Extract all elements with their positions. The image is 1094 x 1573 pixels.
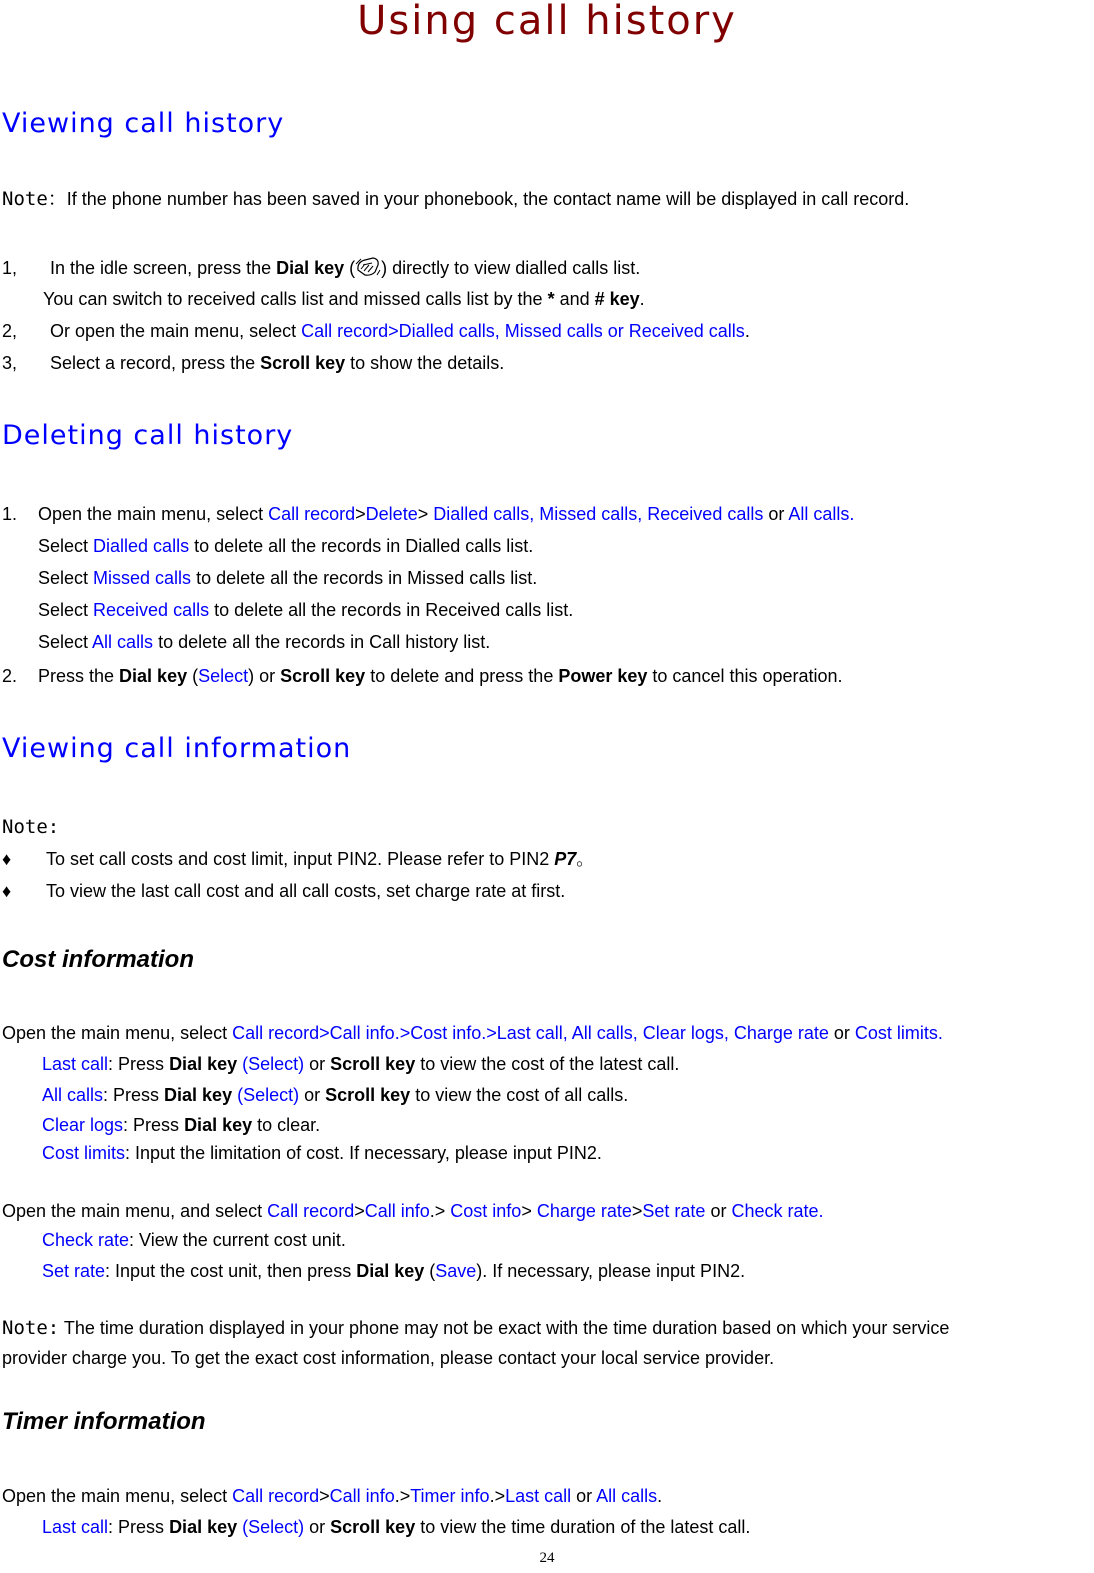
- cost-limits: Cost limits: Input the limitation of cost. If necessary, please input PIN2.: [42, 1143, 602, 1163]
- cost-clear-logs: Clear logs: Press Dial key to clear.: [42, 1115, 321, 1135]
- heading-viewing-call-history: Viewing call history: [2, 108, 285, 139]
- bullet-item: ♦ To view the last call cost and all call costs, set charge rate at first.: [2, 881, 566, 901]
- note-label: Note:: [2, 816, 60, 838]
- step-1: 1, In the idle screen, press the Dial key ( ) directly to view dialled calls list.: [2, 258, 641, 278]
- delete-dialled: Select Dialled calls to delete all the records in Dialled calls list.: [38, 536, 534, 556]
- step-1-sub: You can switch to received calls list and missed calls list by the * and # key.: [43, 289, 645, 309]
- cost-last-call: Last call: Press Dial key (Select) or Scroll key to view the cost of the latest call.: [42, 1054, 680, 1074]
- bullet-icon: ♦: [2, 849, 12, 869]
- delete-received: Select Received calls to delete all the records in Received calls list.: [38, 600, 574, 620]
- cost-path: Open the main menu, select Call record>Call info.>Cost info.>Last call, All calls, Clear logs, Charge rate or Cost limits.: [2, 1023, 943, 1043]
- set-rate-item: Set rate: Input the cost unit, then press Dial key (Save). If necessary, please input PIN2.: [42, 1261, 746, 1281]
- menu-path-link: Call record>Dialled calls, Missed calls or Received calls: [301, 321, 745, 341]
- charge-rate-path: Open the main menu, and select Call record>Call info.> Cost info> Charge rate>Set rate or Check rate.: [2, 1201, 824, 1221]
- note-time-duration-cont: provider charge you. To get the exact cost information, please contact your local service provider.: [2, 1348, 775, 1368]
- page-title: Using call history: [357, 0, 737, 44]
- page-number: 24: [539, 1550, 555, 1566]
- delete-step-1: 1. Open the main menu, select Call record>Delete> Dialled calls, Missed calls, Received calls or All calls.: [2, 504, 855, 524]
- timer-last-call: Last call: Press Dial key (Select) or Scroll key to view the time duration of the latest call.: [42, 1517, 751, 1537]
- cost-all-calls: All calls: Press Dial key (Select) or Scroll key to view the cost of all calls.: [42, 1085, 629, 1105]
- heading-timer-information: Timer information: [2, 1408, 206, 1435]
- bullet-icon: ♦: [2, 881, 12, 901]
- check-rate-item: Check rate: View the current cost unit.: [42, 1230, 346, 1250]
- delete-missed: Select Missed calls to delete all the records in Missed calls list.: [38, 568, 538, 588]
- step-3: 3, Select a record, press the Scroll key to show the details.: [2, 353, 505, 373]
- delete-step-2: 2. Press the Dial key (Select) or Scroll key to delete and press the Power key to cancel this operation.: [2, 666, 843, 686]
- heading-viewing-call-information: Viewing call information: [2, 733, 352, 764]
- timer-path: Open the main menu, select Call record>Call info.>Timer info.>Last call or All calls.: [2, 1486, 663, 1506]
- delete-all: Select All calls to delete all the records in Call history list.: [38, 632, 491, 652]
- heading-deleting-call-history: Deleting call history: [2, 420, 294, 451]
- dial-key-icon: [355, 256, 381, 278]
- step-2: 2, Or open the main menu, select Call record>Dialled calls, Missed calls or Received calls.: [2, 321, 750, 341]
- bullet-item: ♦ To set call costs and cost limit, input PIN2. Please refer to PIN2 P7。: [2, 849, 595, 869]
- note-saved-contact: Note：If the phone number has been saved in your phonebook, the contact name will be displayed in call record.: [2, 188, 910, 210]
- heading-cost-information: Cost information: [2, 946, 194, 973]
- note-time-duration: Note: The time duration displayed in your phone may not be exact with the time duration based on which your service: [2, 1317, 950, 1339]
